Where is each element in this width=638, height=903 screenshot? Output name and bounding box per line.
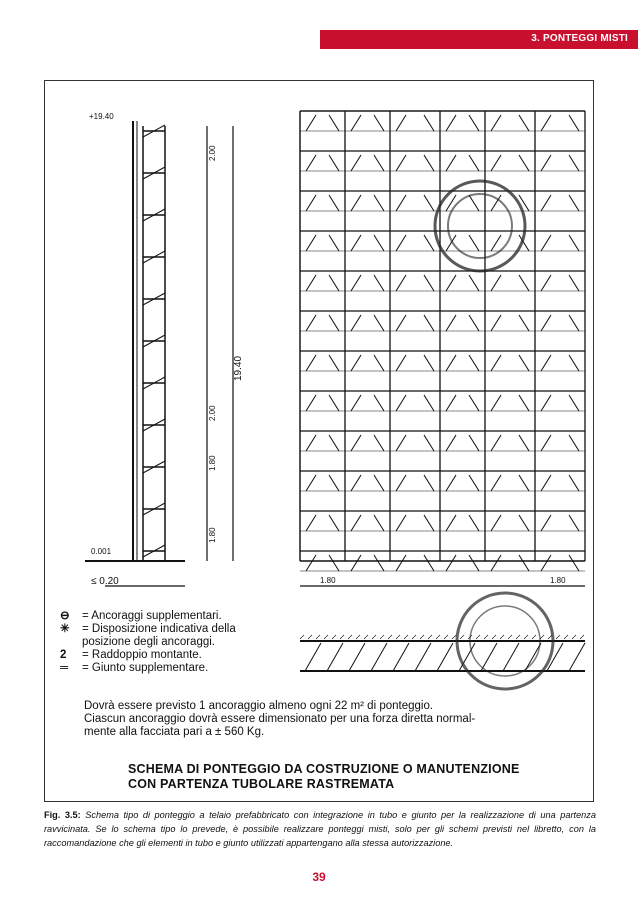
scaffold-line [306, 515, 316, 531]
scaffold-line [460, 635, 464, 639]
scaffold-line [396, 355, 406, 371]
scaffold-line [396, 515, 406, 531]
scaffold-line [580, 635, 584, 639]
scaffold-line [569, 355, 579, 371]
scaffold-line [329, 555, 339, 571]
scheme-title: SCHEMA DI PONTEGGIO DA COSTRUZIONE O MANUTENZIONE CON PARTENZA TUBOLARE RASTREMATA [128, 762, 520, 791]
scaffold-line [306, 115, 316, 131]
scaffold-line [306, 355, 316, 371]
scaffold-line [519, 395, 529, 411]
scaffold-line [519, 515, 529, 531]
scaffold-line [569, 475, 579, 491]
scaffold-line [351, 155, 361, 171]
scaffold-line [524, 635, 528, 639]
scaffold-line [329, 435, 339, 451]
scaffold-line [306, 555, 316, 571]
bay-width-label-1: 1.80 [320, 576, 336, 585]
scaffold-line [351, 355, 361, 371]
scaffold-line [351, 555, 361, 571]
scaffold-line [541, 515, 551, 531]
scaffold-line [564, 635, 568, 639]
scaffold-line [469, 115, 479, 131]
scaffold-line [519, 435, 529, 451]
legend [60, 610, 390, 675]
scaffold-line [329, 475, 339, 491]
scaffold-line [484, 635, 488, 639]
scaffold-line [424, 235, 434, 251]
scaffold-line [556, 635, 560, 639]
scaffold-line [491, 475, 501, 491]
scaffold-line [374, 515, 384, 531]
scaffold-line [491, 235, 501, 251]
scaffold-line [446, 315, 456, 331]
scaffold-line [446, 475, 456, 491]
scaffold-line [491, 355, 501, 371]
legend-item: ✳ = Disposizione indicativa della [60, 623, 236, 635]
scaffold-line [424, 195, 434, 211]
scaffold-line [569, 155, 579, 171]
anchoring-note [84, 700, 524, 739]
scaffold-line [351, 235, 361, 251]
scaffold-line [396, 555, 406, 571]
scaffold-line [374, 555, 384, 571]
note-line: Ciascun ancoraggio dovrà essere dimensionato per una forza diretta normal- [84, 713, 476, 725]
legend-item: 2 = Raddoppio montante. [60, 649, 202, 661]
scaffold-line [424, 275, 434, 291]
scaffold-line [351, 315, 361, 331]
scaffold-line [306, 475, 316, 491]
scaffold-line [329, 195, 339, 211]
scaffold-line [469, 275, 479, 291]
scaffold-line [491, 115, 501, 131]
scaffold-line [446, 555, 456, 571]
scaffold-line [396, 195, 406, 211]
scaffold-line [476, 635, 480, 639]
scaffold-line [541, 115, 551, 131]
scaffold-line [396, 315, 406, 331]
scaffold-line [541, 355, 551, 371]
bay-width-label-2: 1.80 [550, 576, 566, 585]
scaffold-line [446, 515, 456, 531]
scaffold-line [525, 643, 541, 671]
scaffold-line [541, 395, 551, 411]
scaffold-line [329, 275, 339, 291]
lower-height-label-2: 1.80 [208, 527, 217, 543]
scaffold-line [306, 155, 316, 171]
scaffold-line [424, 115, 434, 131]
scaffold-line [329, 155, 339, 171]
scaffold-line [446, 115, 456, 131]
scaffold-line [516, 635, 520, 639]
scaffold-figure [44, 80, 594, 802]
scaffold-line [351, 475, 361, 491]
scaffold-line [428, 635, 432, 639]
scaffold-line [519, 355, 529, 371]
scaffold-line [396, 235, 406, 251]
scaffold-line [351, 115, 361, 131]
scaffold-line [469, 315, 479, 331]
scaffold-line [569, 275, 579, 291]
scaffold-line [459, 643, 475, 671]
scaffold-line [500, 635, 504, 639]
scaffold-line [306, 395, 316, 411]
scaffold-line [424, 515, 434, 531]
scaffold-line [329, 395, 339, 411]
scaffold-line [393, 643, 409, 671]
scaffold-line [420, 635, 424, 639]
scaffold-line [569, 115, 579, 131]
scaffold-line [374, 395, 384, 411]
section-label: 3. PONTEGGI MISTI [531, 33, 628, 44]
caption-label: Fig. 3.5: [44, 810, 81, 820]
scaffold-line [329, 235, 339, 251]
scaffold-line [329, 355, 339, 371]
scaffold-line [374, 475, 384, 491]
scaffold-drawing [45, 81, 593, 801]
scaffold-line [306, 315, 316, 331]
scaffold-line [306, 235, 316, 251]
scaffold-line [569, 235, 579, 251]
scaffold-line [351, 275, 361, 291]
scaffold-line [424, 155, 434, 171]
scaffold-line [424, 355, 434, 371]
scaffold-line [374, 115, 384, 131]
scaffold-line [541, 195, 551, 211]
scaffold-line [374, 435, 384, 451]
scaffold-line [374, 195, 384, 211]
scaffold-line [469, 155, 479, 171]
top-level-label: +19.40 [89, 112, 114, 121]
scaffold-line [374, 155, 384, 171]
scaffold-line [396, 635, 400, 639]
legend-item: posizione degli ancoraggi. [82, 636, 215, 648]
ground-level-label: 0.001 [91, 547, 112, 556]
scaffold-line [519, 315, 529, 331]
scaffold-line [444, 635, 448, 639]
scaffold-line [396, 395, 406, 411]
scaffold-line [446, 275, 456, 291]
scaffold-line [491, 555, 501, 571]
scaffold-line [424, 315, 434, 331]
scaffold-line [351, 395, 361, 411]
scaffold-line [412, 635, 416, 639]
scaffold-line [306, 435, 316, 451]
page-number: 39 [312, 870, 326, 884]
scaffold-line [374, 235, 384, 251]
scaffold-line [415, 643, 431, 671]
scaffold-line [469, 395, 479, 411]
scaffold-line [508, 635, 512, 639]
scaffold-line [424, 395, 434, 411]
scaffold-line [404, 635, 408, 639]
scaffold-line [532, 635, 536, 639]
scaffold-line [446, 195, 456, 211]
scaffold-line [541, 555, 551, 571]
scaffold-line [541, 435, 551, 451]
scaffold-line [469, 515, 479, 531]
scaffold-line [374, 355, 384, 371]
scaffold-line [424, 475, 434, 491]
note-line: mente alla facciata pari a ± 560 Kg. [84, 726, 265, 738]
scaffold-line [469, 475, 479, 491]
scaffold-line [491, 275, 501, 291]
scaffold-line [491, 315, 501, 331]
total-height-label: 19.40 [233, 355, 244, 381]
scaffold-line [491, 155, 501, 171]
scaffold-line [569, 515, 579, 531]
scaffold-line [446, 435, 456, 451]
scaffold-line [541, 235, 551, 251]
scaffold-line [519, 475, 529, 491]
scaffold-line [569, 435, 579, 451]
scaffold-line [351, 515, 361, 531]
scaffold-line [396, 475, 406, 491]
scaffold-line [424, 555, 434, 571]
legend-item: ⊖ = Ancoraggi supplementari. [60, 610, 222, 622]
scaffold-line [491, 395, 501, 411]
scaffold-line [569, 555, 579, 571]
scaffold-line [569, 315, 579, 331]
scaffold-line [569, 643, 585, 671]
scaffold-line [503, 643, 519, 671]
scaffold-line [446, 395, 456, 411]
scaffold-line [541, 275, 551, 291]
scaffold-line [519, 115, 529, 131]
scaffold-line [396, 115, 406, 131]
scaffold-line [469, 355, 479, 371]
legend-item: ═ = Giunto supplementare. [60, 662, 209, 674]
wall-offset-label: ≤ 0.20 [91, 576, 119, 587]
scaffold-line [306, 275, 316, 291]
scaffold-line [481, 643, 497, 671]
scaffold-line [469, 435, 479, 451]
scaffold-line [396, 155, 406, 171]
scaffold-line [329, 315, 339, 331]
scaffold-line [329, 115, 339, 131]
scaffold-line [351, 435, 361, 451]
scaffold-line [446, 155, 456, 171]
scaffold-line [541, 475, 551, 491]
scaffold-line [519, 275, 529, 291]
scaffold-line [569, 195, 579, 211]
scaffold-line [491, 435, 501, 451]
scaffold-line [491, 515, 501, 531]
scaffold-line [572, 635, 576, 639]
scaffold-line [396, 435, 406, 451]
scaffold-line [446, 355, 456, 371]
scaffold-line [569, 395, 579, 411]
scaffold-line [437, 643, 453, 671]
scaffold-line [374, 275, 384, 291]
scaffold-line [374, 315, 384, 331]
scaffold-line [492, 635, 496, 639]
figure-caption [44, 808, 596, 850]
scaffold-line [329, 515, 339, 531]
scaffold-line [469, 235, 479, 251]
module-height-label: 2.00 [208, 145, 217, 161]
scaffold-line [541, 155, 551, 171]
note-line: Dovrà essere previsto 1 ancoraggio almeno ogni 22 m² di ponteggio. [84, 700, 434, 712]
scaffold-line [519, 555, 529, 571]
caption-text: Schema tipo di ponteggio a telaio prefabbricato con integrazione in tubo e giunto per la realizzazione di una partenza ravvicinata. Se lo schema tipo lo prevede, è possibile realizzare ponteggi misti, solo per gli schemi previsti nel libretto, con la raccomandazione che gli elementi in tubo e giunto utilizzati appartengano alla stessa autorizzazione. [44, 810, 596, 848]
scaffold-line [436, 635, 440, 639]
section-header-bar [320, 30, 638, 49]
scaffold-line [541, 315, 551, 331]
scaffold-line [469, 555, 479, 571]
scaffold-line [306, 195, 316, 211]
scaffold-line [469, 195, 479, 211]
scaffold-line [424, 435, 434, 451]
scaffold-line [519, 155, 529, 171]
scaffold-line [396, 275, 406, 291]
module-height-label-b: 2.00 [208, 405, 217, 421]
scaffold-line [452, 635, 456, 639]
lower-height-label-1: 1.80 [208, 455, 217, 471]
scaffold-line [351, 195, 361, 211]
